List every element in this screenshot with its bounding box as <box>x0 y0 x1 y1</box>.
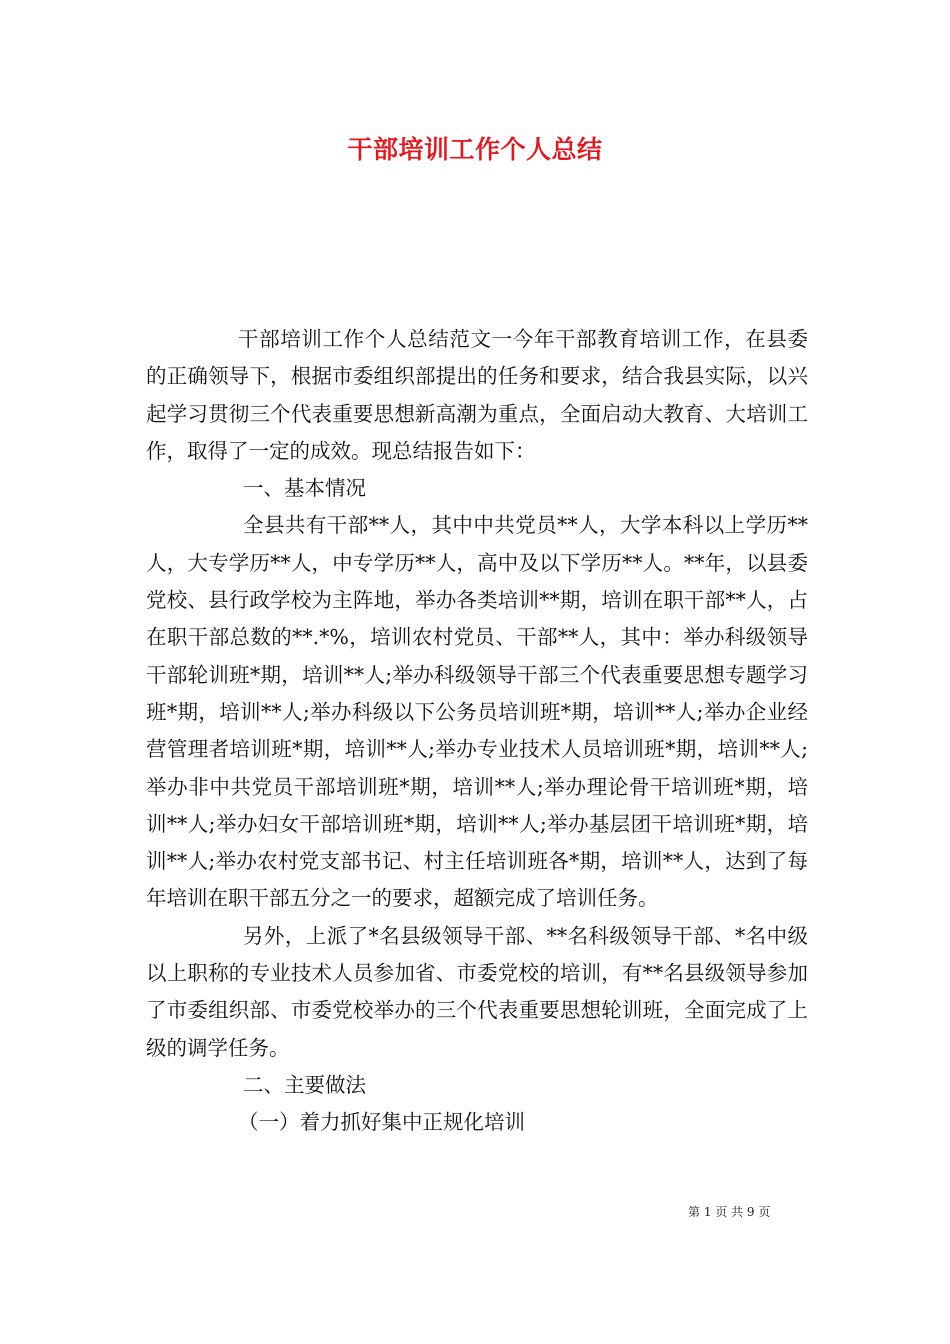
basic-info-paragraph: 全县共有干部**人，其中中共党员**人，大学本科以上学历**人，大专学历**人，中专学历**人，高中及以下学历**人。**年，以县委党校、县行政学校为主阵地，举办各类培训**期，培训在职干部**人，占在职干部总数的**.*%，培训农村党员、干部**人，其中：举办科级领导干部轮训班*期，培训**人;举办科级领导干部三个代表重要思想专题学习班*期，培训**人;举办科级以下公务员培训班*期，培训**人;举办企业经营管理者培训班*期，培训**人;举办专业技术人员培训班*期，培训**人;举办非中共党员干部培训班*期，培训**人;举办理论骨干培训班*期，培训**人;举办妇女干部培训班*期，培训**人;举办基层团干培训班*期，培训**人;举办农村党支部书记、村主任培训班各*期，培训**人，达到了每年培训在职干部五分之一的要求，超额完成了培训任务。 <box>146 513 808 911</box>
document-title: 干部培训工作个人总结 <box>347 135 603 164</box>
intro-paragraph: 干部培训工作个人总结范文一今年干部教育培训工作，在县委的正确领导下，根据市委组织部提出的任务和要求，结合我县实际，以兴起学习贯彻三个代表重要思想新高潮为重点，全面启动大教育、大培训工作，取得了一定的成效。现总结报告如下： <box>146 327 808 463</box>
section-heading-methods: 二、主要做法 <box>243 1072 366 1097</box>
page-number: 第 1 页 共 9 页 <box>688 1205 771 1219</box>
subsection-heading-1: （一）着力抓好集中正规化培训 <box>238 1110 525 1135</box>
document-body <box>146 321 808 1142</box>
additional-paragraph: 另外，上派了*名县级领导干部、**名科级领导干部、*名中级以上职称的专业技术人员参加省、市委党校的培训，有**名县级领导参加了市委组织部、市委党校举办的三个代表重要思想轮训班，全面完成了上级的调学任务。 <box>146 923 808 1060</box>
section-heading-basic: 一、基本情况 <box>243 476 366 501</box>
